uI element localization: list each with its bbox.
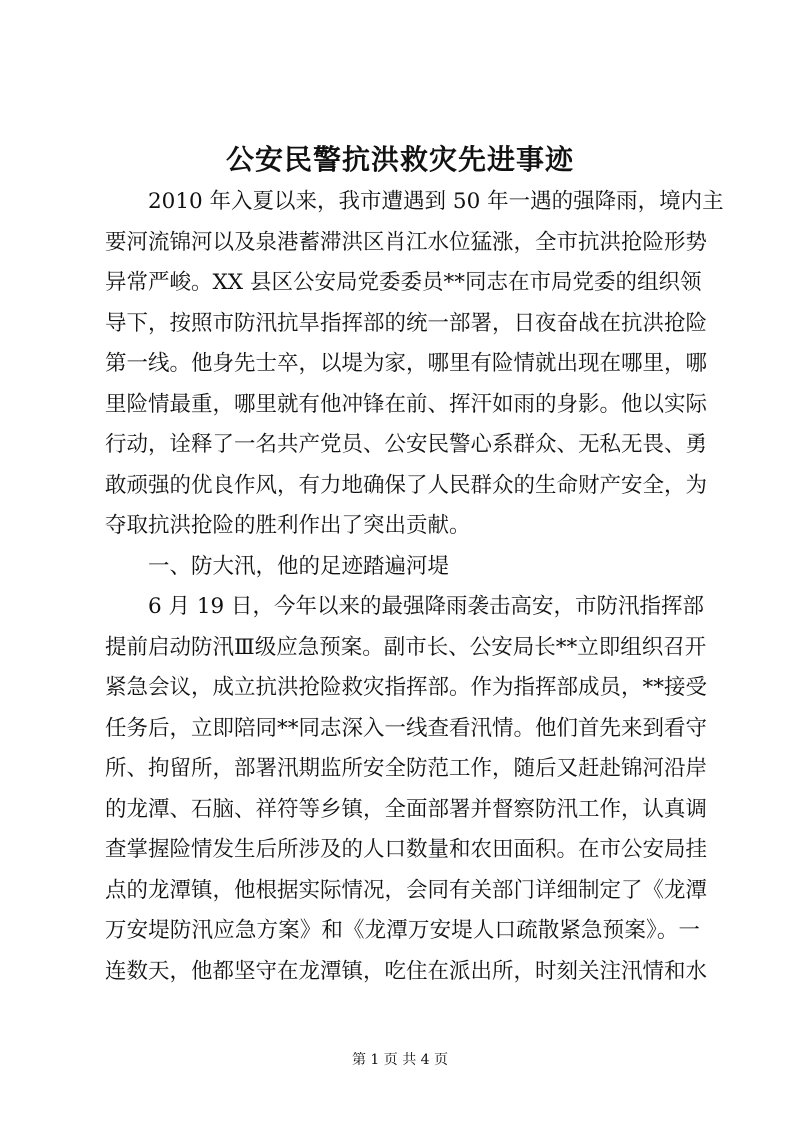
text-line: 要河流锦河以及泉港蓄滞洪区肖江水位猛涨，全市抗洪抢险形势	[105, 229, 708, 255]
document-title: 公安民警抗洪救灾先进事迹	[225, 143, 574, 176]
paragraph	[105, 182, 724, 547]
text-line: 异常严峻。XX 县区公安局党委委员**同志在市局党委的组织领	[105, 270, 702, 295]
text-line: 万安堤防汛应急方案》和《龙潭万安堤人口疏散紧急预案》。一	[105, 918, 700, 943]
text-line: 所、拘留所，部署汛期监所安全防范工作，随后又赶赴锦河沿岸	[105, 756, 708, 781]
text-line: 连数天，他都坚守在龙潭镇，吃住在派出所，时刻关注汛情和水	[105, 958, 708, 984]
page-footer: 第 1 页 共 4 页	[351, 1052, 449, 1068]
text-line: 任务后，立即陪同**同志深入一线查看汛情。他们首先来到看守	[105, 715, 708, 741]
text-line: 6 月 19 日，今年以来的最强降雨袭击高安，市防汛指挥部	[148, 594, 705, 619]
text-line: 提前启动防汛Ⅲ级应急预案。副市长、公安局长**立即组织召开	[105, 634, 707, 660]
text-line: 紧急会议，成立抗洪抢险救灾指挥部。作为指挥部成员，**接受	[105, 675, 708, 700]
text-line: 查掌握险情发生后所涉及的人口数量和农田面积。在市公安局挂	[105, 837, 708, 862]
document-body	[105, 182, 724, 992]
text-line: 敢顽强的优良作风，有力地确保了人民群众的生命财产安全，为	[105, 472, 708, 498]
paragraph	[105, 587, 708, 992]
text-line: 一、防大汛，他的足迹踏遍河堤	[148, 553, 450, 579]
text-line: 第一线。他身先士卒，以堤为家，哪里有险情就出现在哪里，哪	[105, 351, 708, 376]
text-line: 导下，按照市防汛抗旱指挥部的统一部署，日夜奋战在抗洪抢险	[105, 310, 708, 336]
text-line: 点的龙潭镇，他根据实际情况，会同有关部门详细制定了《龙潭	[105, 877, 708, 903]
text-line: 里险情最重，哪里就有他冲锋在前、挥汗如雨的身影。他以实际	[105, 391, 708, 417]
text-line: 的龙潭、石脑、祥符等乡镇，全面部署并督察防汛工作，认真调	[105, 796, 708, 822]
text-line: 2010 年入夏以来，我市遭遇到 50 年一遇的强降雨，境内主	[148, 189, 724, 214]
section-heading	[105, 547, 700, 588]
text-line: 行动，诠释了一名共产党员、公安民警心系群众、无私无畏、勇	[105, 432, 708, 457]
text-line: 夺取抗洪抢险的胜利作出了突出贡献。	[105, 513, 471, 538]
